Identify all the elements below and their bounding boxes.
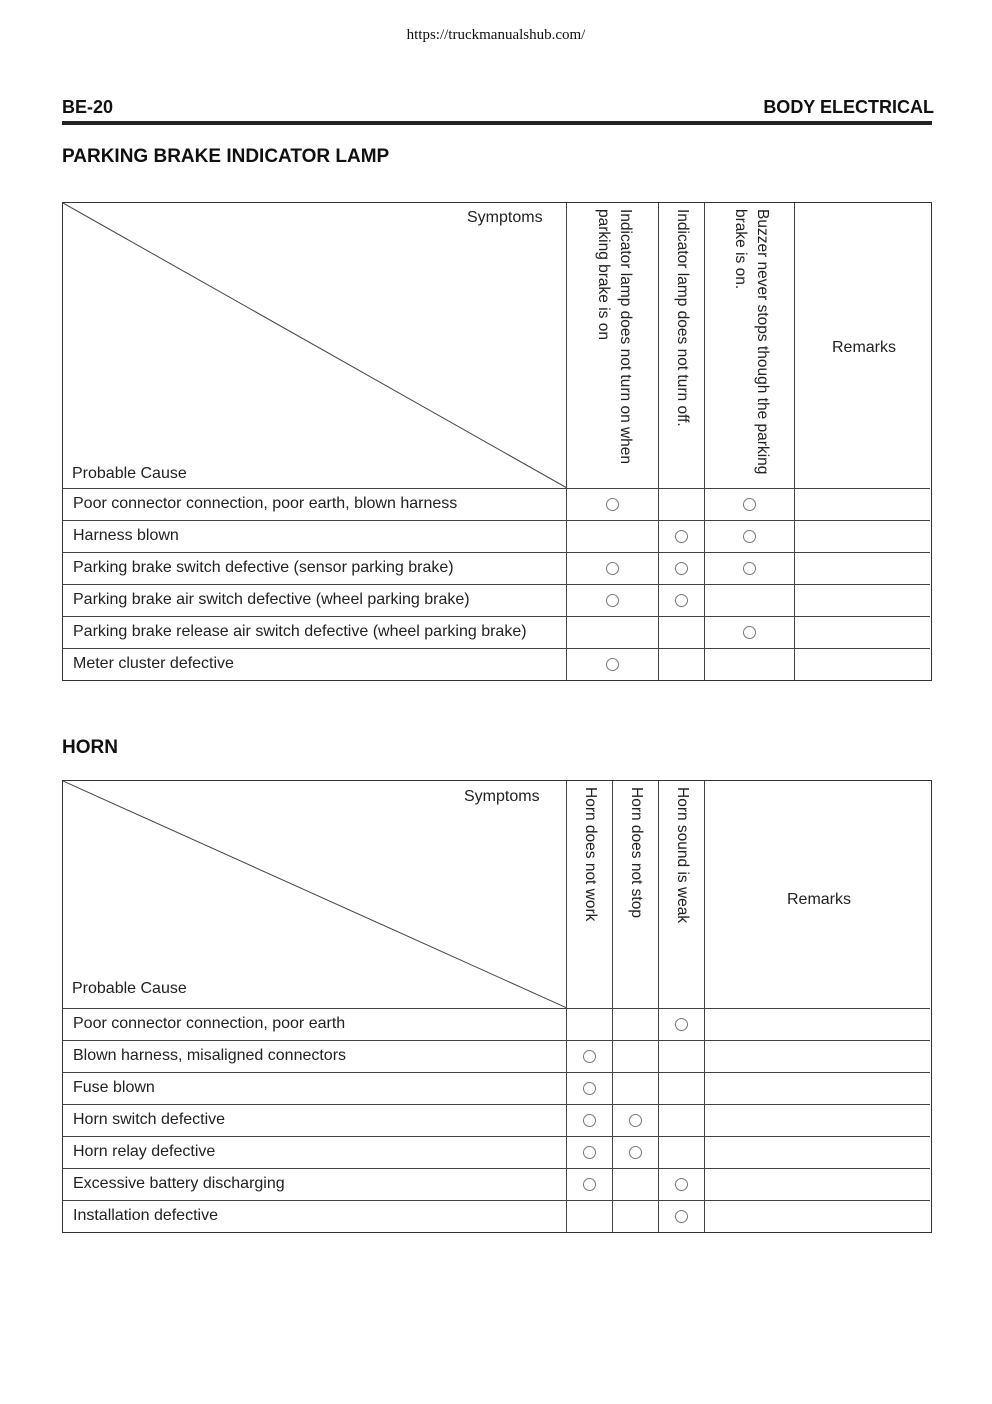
symptom-cell — [659, 1009, 705, 1040]
remarks-cell — [795, 553, 933, 584]
cause-cell — [63, 1169, 567, 1200]
cause-text: Fuse blown — [73, 1079, 155, 1096]
symptom-header-1 — [567, 781, 613, 1008]
table-row — [63, 1136, 930, 1168]
table-row — [63, 488, 930, 520]
circle-icon — [675, 530, 688, 543]
circle-icon — [743, 626, 756, 639]
diagonal-line — [63, 203, 567, 488]
remarks-cell — [795, 521, 933, 552]
symptom-cell — [705, 489, 795, 520]
remarks-header — [795, 203, 933, 488]
symptom-cell — [613, 1041, 659, 1072]
table-row — [63, 520, 930, 552]
symptom-text: Buzzer never stops though the parking brake is on. — [732, 209, 771, 475]
symptom-cell — [567, 1169, 613, 1200]
cause-text: Poor connector connection, poor earth — [73, 1015, 346, 1032]
cause-cell — [63, 1041, 567, 1072]
symptom-cell — [567, 585, 659, 616]
table-row — [63, 1200, 930, 1232]
table-row — [63, 1168, 930, 1200]
circle-icon — [583, 1082, 596, 1095]
section-title: PARKING BRAKE INDICATOR LAMP — [62, 146, 390, 167]
corner-diagonal — [63, 781, 567, 1008]
symptom-header-2 — [613, 781, 659, 1008]
remarks-header — [705, 781, 933, 1008]
symptom-cell — [567, 553, 659, 584]
table-row — [63, 552, 930, 584]
cause-text: Installation defective — [73, 1207, 218, 1224]
symptom-cell — [659, 1201, 705, 1232]
symptom-text: Indicator lamp does not turn on when parking brake is on — [595, 209, 634, 465]
remarks-label: Remarks — [831, 339, 896, 356]
circle-icon — [675, 1178, 688, 1191]
header-rule — [62, 121, 932, 125]
symptom-cell — [613, 1073, 659, 1104]
remarks-cell — [705, 1201, 933, 1232]
table-row — [63, 584, 930, 616]
cause-text: Horn switch defective — [73, 1111, 226, 1128]
cause-cell — [63, 585, 567, 616]
table-row — [63, 1008, 930, 1040]
circle-icon — [606, 498, 619, 511]
remarks-cell — [705, 1169, 933, 1200]
symptom-cell — [659, 617, 705, 648]
symptom-cell — [567, 617, 659, 648]
remarks-cell — [705, 1073, 933, 1104]
symptom-cell — [659, 1137, 705, 1168]
symptom-text: Horn sound is weak — [674, 787, 691, 924]
remarks-label: Remarks — [786, 891, 851, 908]
cause-text: Harness blown — [73, 527, 179, 544]
table-row — [63, 1040, 930, 1072]
symptom-text: Horn does not stop — [628, 787, 645, 918]
symptom-cell — [567, 1137, 613, 1168]
remarks-cell — [795, 585, 933, 616]
circle-icon — [743, 498, 756, 511]
circle-icon — [743, 530, 756, 543]
table-row — [63, 616, 930, 648]
symptom-cell — [659, 1041, 705, 1072]
circle-icon — [675, 562, 688, 575]
circle-icon — [606, 562, 619, 575]
circle-icon — [675, 1018, 688, 1031]
cause-cell — [63, 649, 567, 680]
symptom-cell — [659, 649, 705, 680]
symptom-cell — [659, 521, 705, 552]
symptom-cell — [705, 649, 795, 680]
corner-cell — [63, 203, 567, 488]
symptom-cell — [567, 1041, 613, 1072]
cause-text: Meter cluster defective — [73, 655, 234, 672]
symptom-cell — [705, 617, 795, 648]
cause-cell — [63, 1201, 567, 1232]
probable-cause-label: Probable Cause — [72, 980, 187, 997]
cause-cell — [63, 1137, 567, 1168]
symptom-text: Horn does not work — [582, 787, 599, 922]
circle-icon — [675, 1210, 688, 1223]
diagonal-line — [63, 781, 567, 1008]
cause-text: Parking brake air switch defective (wheel parking brake) — [73, 591, 470, 608]
remarks-cell — [705, 1041, 933, 1072]
circle-icon — [743, 562, 756, 575]
cause-cell — [63, 521, 567, 552]
symptom-cell — [613, 1009, 659, 1040]
cause-text: Parking brake switch defective (sensor parking brake) — [73, 559, 454, 576]
diagnosis-table — [62, 780, 932, 1233]
cause-cell — [63, 1105, 567, 1136]
cause-text: Horn relay defective — [73, 1143, 216, 1160]
symptom-cell — [567, 1105, 613, 1136]
symptom-cell — [567, 1201, 613, 1232]
page-code: BE-20 — [62, 97, 114, 117]
symptom-header-1 — [567, 203, 659, 488]
section-title: HORN — [62, 737, 118, 758]
circle-icon — [606, 658, 619, 671]
table-row — [63, 648, 930, 680]
symptom-cell — [705, 521, 795, 552]
cause-cell — [63, 553, 567, 584]
circle-icon — [675, 594, 688, 607]
symptom-header-3 — [705, 203, 795, 488]
cause-text: Parking brake release air switch defective (wheel parking brake) — [73, 623, 527, 640]
table-row — [63, 1104, 930, 1136]
corner-diagonal — [63, 203, 567, 488]
symptoms-label: Symptoms — [467, 209, 543, 226]
symptom-cell — [705, 553, 795, 584]
circle-icon — [583, 1114, 596, 1127]
remarks-cell — [795, 617, 933, 648]
symptom-cell — [659, 1073, 705, 1104]
symptom-cell — [659, 1169, 705, 1200]
symptom-header-3 — [659, 781, 705, 1008]
symptom-cell — [613, 1105, 659, 1136]
symptom-cell — [613, 1169, 659, 1200]
source-url: https://truckmanualshub.com/ — [406, 27, 586, 43]
symptom-header-2 — [659, 203, 705, 488]
symptom-cell — [659, 585, 705, 616]
cause-cell — [63, 1009, 567, 1040]
remarks-cell — [705, 1009, 933, 1040]
circle-icon — [583, 1050, 596, 1063]
circle-icon — [583, 1146, 596, 1159]
remarks-cell — [705, 1105, 933, 1136]
symptom-cell — [613, 1137, 659, 1168]
circle-icon — [629, 1146, 642, 1159]
symptom-cell — [567, 1009, 613, 1040]
cause-text: Poor connector connection, poor earth, blown harness — [73, 495, 458, 512]
section-name: BODY ELECTRICAL — [763, 97, 934, 117]
symptom-text: Indicator lamp does not turn off. — [674, 209, 691, 427]
symptom-cell — [567, 1073, 613, 1104]
cause-cell — [63, 617, 567, 648]
remarks-cell — [795, 489, 933, 520]
corner-cell — [63, 781, 567, 1008]
cause-cell — [63, 489, 567, 520]
circle-icon — [583, 1178, 596, 1191]
symptom-cell — [613, 1201, 659, 1232]
symptom-cell — [659, 1105, 705, 1136]
probable-cause-label: Probable Cause — [72, 465, 187, 482]
remarks-cell — [795, 649, 933, 680]
circle-icon — [629, 1114, 642, 1127]
symptom-cell — [659, 553, 705, 584]
circle-icon — [606, 594, 619, 607]
cause-cell — [63, 1073, 567, 1104]
symptom-cell — [567, 521, 659, 552]
diagnosis-table — [62, 202, 932, 681]
symptom-cell — [567, 489, 659, 520]
symptom-cell — [659, 489, 705, 520]
symptom-cell — [567, 649, 659, 680]
remarks-cell — [705, 1137, 933, 1168]
table-row — [63, 1072, 930, 1104]
symptom-cell — [705, 585, 795, 616]
symptoms-label: Symptoms — [464, 788, 540, 805]
cause-text: Blown harness, misaligned connectors — [73, 1047, 347, 1064]
cause-text: Excessive battery discharging — [73, 1175, 285, 1192]
